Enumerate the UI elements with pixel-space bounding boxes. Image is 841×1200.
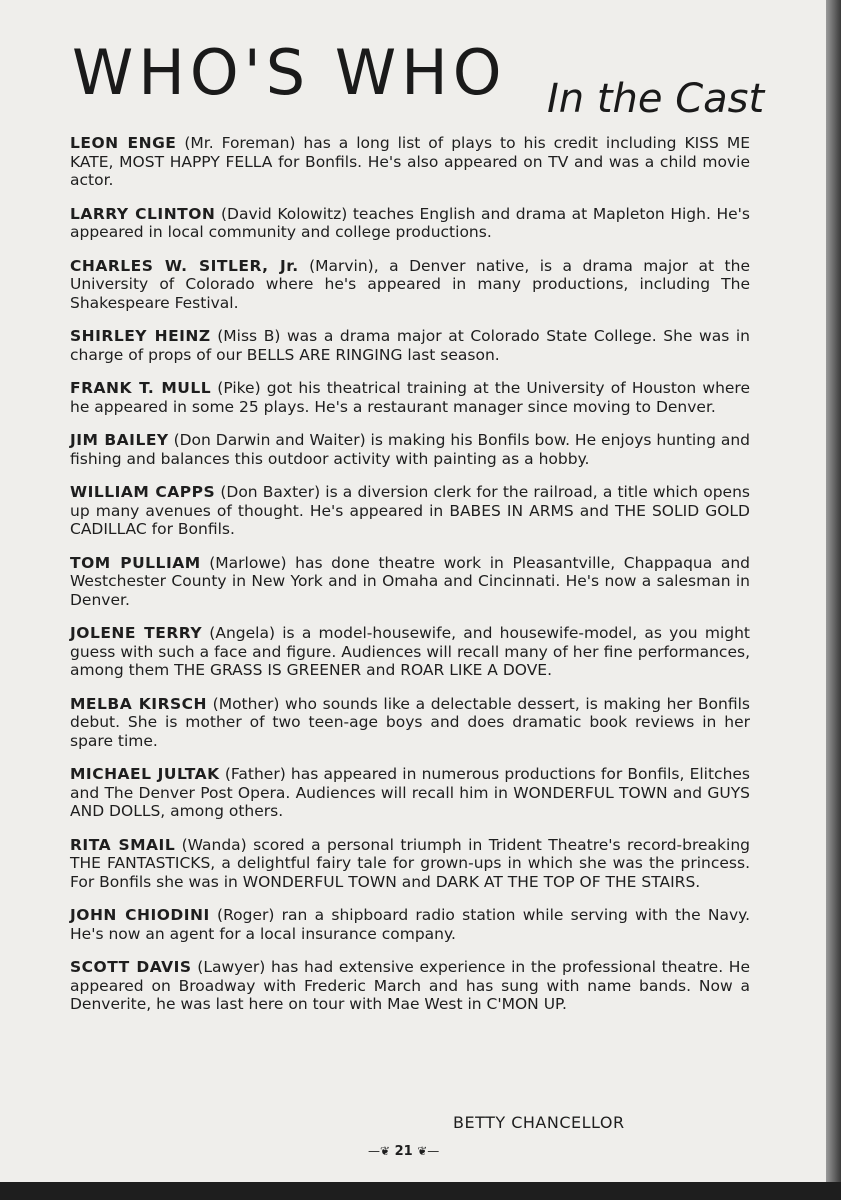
cast-bio-melba-kirsch xyxy=(70,695,750,751)
cast-name: CHARLES W. SITLER, Jr. xyxy=(70,256,299,275)
cast-bio-scott-davis xyxy=(70,958,750,1014)
cast-name: SHIRLEY HEINZ xyxy=(70,327,211,345)
cast-bio-text: (Mother) who sounds like a delectable dessert, is making her Bonfils debut. She is mother of two teen-age boys and does dramatic book reviews in her spare time. xyxy=(70,694,751,750)
page-folio xyxy=(368,1144,439,1159)
cast-bio-text: (Don Darwin and Waiter) is making his Bonfils bow. He enjoys hunting and fishing and balances this outdoor activity with painting as a hobby. xyxy=(70,431,751,468)
cast-bio-charles-sitler xyxy=(70,257,750,313)
author-signature: BETTY CHANCELLOR xyxy=(453,1113,625,1132)
scan-bottom-border xyxy=(0,1182,841,1200)
cast-bio-shirley-heinz xyxy=(70,327,750,364)
cast-name: WILLIAM CAPPS xyxy=(70,483,216,501)
cast-name: LARRY CLINTON xyxy=(70,204,216,223)
cast-name: FRANK T. MULL xyxy=(70,379,212,397)
cast-bio-text: (Wanda) scored a personal triumph in Trident Theatre's record-breaking THE FANTASTICKS, a delightful fairy tale for grown-ups in which she was the princess. For Bonfils she was in WONDERFUL TOWN and DARK AT THE TOP OF THE STAIRS. xyxy=(70,835,750,891)
cast-bio-text: (Miss B) was a drama major at Colorado State College. She was in charge of props of our BELLS ARE RINGING last season. xyxy=(70,327,750,364)
cast-bio-jolene-terry xyxy=(70,624,750,680)
cast-name: RITA SMAIL xyxy=(70,835,176,854)
cast-name: LEON ENGE xyxy=(70,134,177,152)
cast-bio-text: (Marvin), a Denver native, is a drama major at the University of Colorado where he's appeared in many productions, including The Shakespeare Festival. xyxy=(70,256,750,312)
page-edge-shadow xyxy=(826,0,841,1200)
cast-bio-text: (Lawyer) has had extensive experience in the professional theatre. He appeared on Broadway with Frederic March and has sung with name bands. Now a Denverite, he was last here on tour with Mae West in C'MON UP. xyxy=(70,958,750,1013)
cast-bio-text: (Roger) ran a shipboard radio station while serving with the Navy. He's now an agent for a local insurance company. xyxy=(70,906,751,943)
cast-bio-leon-enge xyxy=(70,134,750,190)
ornament-left-icon: —❦ xyxy=(368,1144,391,1158)
page-title: WHO'S WHO xyxy=(72,36,507,109)
ornament-right-icon: ❦— xyxy=(417,1144,440,1158)
cast-name: JOHN CHIODINI xyxy=(70,906,210,924)
cast-bio-john-chiodini xyxy=(70,906,750,943)
cast-bio-text: (David Kolowitz) teaches English and drama at Mapleton High. He's appeared in local community and college productions. xyxy=(70,204,750,241)
page-subtitle: In the Cast xyxy=(547,76,765,122)
cast-bio-text: (Mr. Foreman) has a long list of plays to his credit including KISS ME KATE, MOST HAPPY FELLA for Bonfils. He's also appeared on TV and was a child movie actor. xyxy=(70,134,750,189)
page-number: 21 xyxy=(394,1144,413,1159)
cast-name: TOM PULLIAM xyxy=(70,553,201,572)
cast-bio-text: (Marlowe) has done theatre work in Pleasantville, Chappaqua and Westchester County in New York and in Omaha and Cincinnati. He's now a salesman in Denver. xyxy=(70,553,751,609)
cast-bio-frank-mull xyxy=(70,379,750,416)
cast-bio-text: (Pike) got his theatrical training at the University of Houston where he appeared in some 25 plays. He's a restaurant manager since moving to Denver. xyxy=(70,379,751,416)
cast-bio-larry-clinton xyxy=(70,205,750,242)
cast-bio-text: (Angela) is a model-housewife, and housewife-model, as you might guess with such a face and figure. Audiences will recall many of her fine performances, among them THE GRASS IS GREENER and ROAR LIKE A DOVE. xyxy=(70,624,750,679)
cast-bio-william-capps xyxy=(70,483,750,539)
cast-name: JOLENE TERRY xyxy=(70,624,203,642)
cast-bio-list xyxy=(70,134,750,1029)
cast-bio-jim-bailey xyxy=(70,431,750,468)
cast-name: SCOTT DAVIS xyxy=(70,958,192,976)
cast-bio-michael-jultak xyxy=(70,765,750,821)
cast-bio-rita-smail xyxy=(70,836,750,892)
cast-name: MICHAEL JULTAK xyxy=(70,765,220,783)
cast-name: JIM BAILEY xyxy=(70,431,169,449)
cast-bio-text: (Don Baxter) is a diversion clerk for the railroad, a title which opens up many avenues of thought. He's appeared in BABES IN ARMS and THE SOLID GOLD CADILLAC for Bonfils. xyxy=(70,483,750,538)
cast-bio-text: (Father) has appeared in numerous productions for Bonfils, Elitches and The Denver Post Opera. Audiences will recall him in WONDERFUL TOWN and GUYS AND DOLLS, among others. xyxy=(70,765,751,820)
cast-name: MELBA KIRSCH xyxy=(70,694,208,713)
cast-bio-tom-pulliam xyxy=(70,554,750,610)
